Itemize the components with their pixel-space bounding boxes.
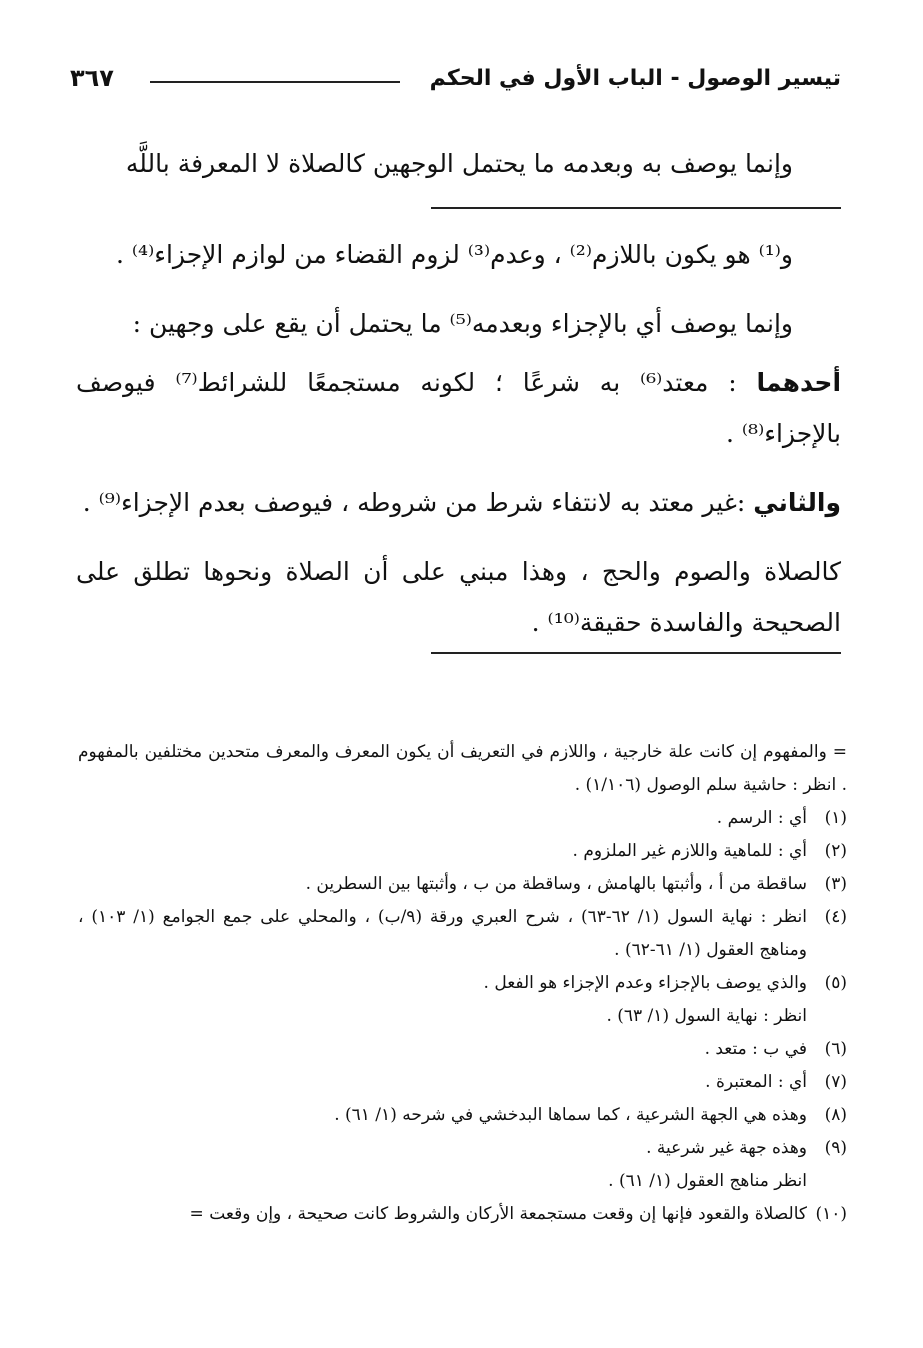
footnote-continuation: = والمفهوم إن كانت علة خارجية ، واللازم في التعريف أن يكون المعرف والمعرف متحدين مختلفين بالمفهوم . انظر : حاشية سلم الوصول (١/١٠٦) .: [78, 742, 847, 795]
second-case-text: :غير معتد به لانتفاء شرط من شروطه ، فيوصف بعدم الإجزاء⁽⁹⁾ .: [82, 488, 754, 517]
footnote-text: انظر : نهاية السول (١/ ٦٢-٦٣) ، شرح العبري ورقة (٩/ب) ، والمحلي على جمع الجوامع (١/ ١٠٣) ، ومناهج العقول (١/ ٦١-٦٢) .: [78, 907, 808, 960]
footnote-text: ساقطة من أ ، وأثبتها بالهامش ، وساقطة من ب ، وأثبتها بين السطرين .: [305, 874, 807, 894]
footnote-number: (٦): [824, 1039, 847, 1059]
footnote-item: [78, 967, 847, 1033]
footnote-reference: انظر مناهج العقول (١/ ٦١) .: [608, 1171, 807, 1191]
footnote-number: (٩): [824, 1138, 847, 1158]
footnote-item: [78, 1099, 847, 1132]
footnote-text: وهذه هي الجهة الشرعية ، كما سماها البدخشي في شرحه (١/ ٦١) .: [334, 1105, 807, 1125]
main-text: [76, 138, 841, 654]
main-paragraph-1: وإنما يوصف به وبعدمه ما يحتمل الوجهين كالصلاة لا المعرفة باللَّه: [125, 149, 793, 178]
footnote-reference: انظر : نهاية السول (١/ ٦٣) .: [606, 1006, 807, 1026]
footnote-text: كالصلاة والقعود فإنها إن وقعت مستجمعة الأركان والشروط كانت صحيحة ، وإن وقعت =: [189, 1204, 807, 1224]
footnote-item: [78, 868, 847, 901]
footnote-text: والذي يوصف بالإجزاء وعدم الإجزاء هو الفعل .: [483, 973, 807, 993]
footnote-item: [78, 802, 847, 835]
footnote-number: (٥): [824, 973, 847, 993]
running-header: [70, 58, 841, 98]
first-case-label: أحدهما: [756, 368, 842, 397]
footnote-item: [78, 1066, 847, 1099]
footnote-text: وهذه جهة غير شرعية .: [646, 1138, 807, 1158]
first-case-text: : معتد⁽⁶⁾ به شرعًا ؛ لكونه مستجمعًا للشرائط⁽⁷⁾ فيوصف بالإجزاء⁽⁸⁾ .: [76, 368, 841, 448]
main-paragraph-5: [76, 477, 841, 528]
main-paragraph-6: كالصلاة والصوم والحج ، وهذا مبني على أن الصلاة ونحوها تطلق على الصحيحة والفاسدة حقيقة⁽¹⁰⁾ .: [76, 557, 841, 637]
footnote-item: [78, 1198, 847, 1231]
running-title: تيسير الوصول - الباب الأول في الحكم: [429, 65, 841, 91]
second-case-label: والثاني: [753, 488, 841, 517]
footnote-text: أي : المعتبرة .: [705, 1072, 807, 1092]
footnote-text: أي : الرسم .: [716, 808, 807, 828]
footnote-text: أي : للماهية واللازم غير الملزوم .: [572, 841, 807, 861]
main-paragraph-3: وإنما يوصف أي بالإجزاء وبعدمه⁽⁵⁾ ما يحتمل أن يقع على وجهين :: [132, 309, 793, 338]
footnote-number: (٧): [824, 1072, 847, 1092]
main-paragraph-4: [76, 357, 841, 459]
main-paragraph-2: و⁽¹⁾ هو يكون باللازم⁽²⁾ ، وعدم⁽³⁾ لزوم القضاء من لوازم الإجزاء⁽⁴⁾ .: [116, 240, 793, 269]
header-rule: [150, 81, 400, 83]
footnote-number: (٤): [824, 907, 847, 927]
footnote-item: [78, 901, 847, 967]
text-separator-rule: [431, 207, 841, 209]
page-number: ٣٦٧: [70, 64, 114, 92]
footnote-item: [78, 835, 847, 868]
footnote-separator-rule: [431, 652, 841, 654]
footnote-number: (٢): [824, 841, 847, 861]
footnote-number: (٨): [824, 1105, 847, 1125]
footnote-number: (٣): [824, 874, 847, 894]
footnote-text: في ب : متعد .: [704, 1039, 807, 1059]
footnote-number: (١): [824, 808, 847, 828]
footnote-number: (١٠): [815, 1204, 847, 1224]
footnotes: [78, 736, 847, 1231]
footnote-item: [78, 1132, 847, 1198]
footnote-item: [78, 1033, 847, 1066]
